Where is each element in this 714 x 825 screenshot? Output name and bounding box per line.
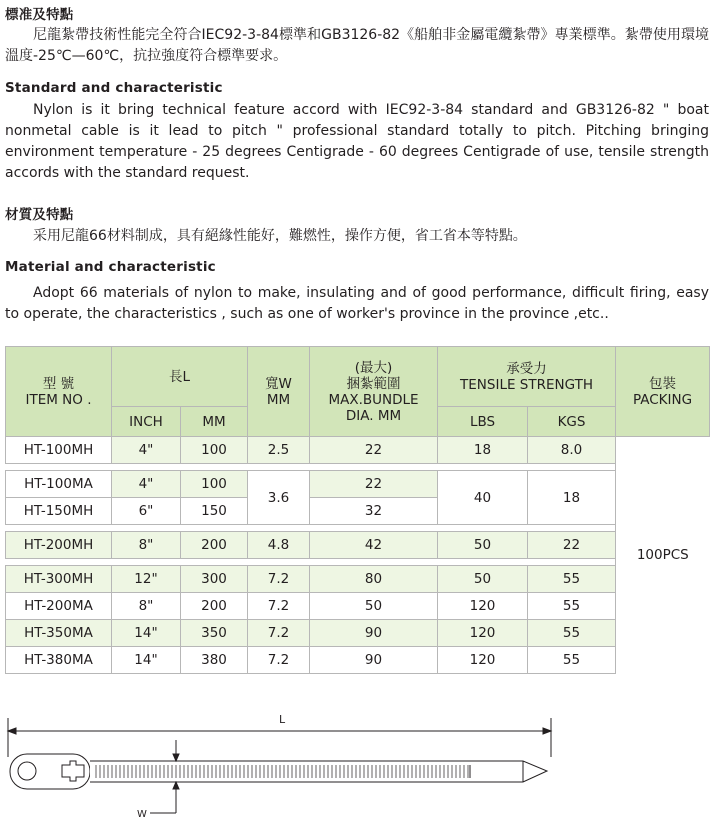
cell-kgs: 55 bbox=[528, 593, 616, 620]
header-inch: INCH bbox=[112, 407, 181, 437]
cell-lbs: 50 bbox=[438, 566, 528, 593]
cell-kgs: 18 bbox=[528, 471, 616, 525]
cell-lbs: 18 bbox=[438, 437, 528, 464]
table-row bbox=[6, 647, 710, 674]
cell-item: HT-100MH bbox=[6, 437, 112, 464]
cell-mm: 200 bbox=[181, 593, 248, 620]
spec-table bbox=[5, 346, 710, 674]
cable-tie-diagram bbox=[0, 705, 714, 825]
arrow-down-icon bbox=[173, 754, 179, 761]
arrow-left-icon bbox=[8, 728, 16, 734]
table-row bbox=[6, 620, 710, 647]
table-row bbox=[6, 593, 710, 620]
cell-kgs: 22 bbox=[528, 532, 616, 559]
heading-material-cn: 材質及特點 bbox=[5, 207, 74, 223]
table-row bbox=[6, 471, 710, 498]
header-tensile: 承受力 TENSILE STRENGTH bbox=[438, 347, 616, 407]
cell-bundle: 22 bbox=[310, 437, 438, 464]
cell-width: 7.2 bbox=[248, 593, 310, 620]
cell-item: HT-200MH bbox=[6, 532, 112, 559]
cell-lbs: 120 bbox=[438, 593, 528, 620]
table-row bbox=[6, 532, 710, 559]
cell-inch: 14" bbox=[112, 620, 181, 647]
cell-packing: 100PCS bbox=[616, 437, 710, 674]
cell-item: HT-350MA bbox=[6, 620, 112, 647]
arrow-right-icon bbox=[543, 728, 551, 734]
width-label: W bbox=[137, 809, 147, 820]
cell-lbs: 40 bbox=[438, 471, 528, 525]
header-length: 長L bbox=[112, 347, 248, 407]
para-material-en: Adopt 66 materials of nylon to make, insulating and of good performance, difficult firing, easy to operate, the characteristics , such as one of worker's province in the province ,etc.. bbox=[5, 285, 709, 322]
para-material-cn: 采用尼龍66材料制成，具有絕緣性能好，難燃性，操作方便，省工省本等特點。 bbox=[33, 228, 527, 244]
header-mm: MM bbox=[181, 407, 248, 437]
cell-inch: 8" bbox=[112, 532, 181, 559]
para-standard-cn: 尼龍紮帶技術性能完全符合IEC92-3-84標準和GB3126-82《船舶非金屬電纜紮帶》專業標準。紮帶使用環境溫度-25℃—60℃，抗拉強度符合標準要求。 bbox=[5, 27, 709, 64]
cell-mm: 200 bbox=[181, 532, 248, 559]
cell-inch: 4" bbox=[112, 471, 181, 498]
cell-bundle: 90 bbox=[310, 647, 438, 674]
header-lbs: LBS bbox=[438, 407, 528, 437]
cell-mm: 100 bbox=[181, 437, 248, 464]
cell-width: 4.8 bbox=[248, 532, 310, 559]
cell-inch: 14" bbox=[112, 647, 181, 674]
header-bundle: (最大) 捆紮範圍 MAX.BUNDLE DIA. MM bbox=[310, 347, 438, 437]
cell-bundle: 80 bbox=[310, 566, 438, 593]
cell-lbs: 120 bbox=[438, 647, 528, 674]
cell-bundle: 90 bbox=[310, 620, 438, 647]
cell-inch: 4" bbox=[112, 437, 181, 464]
header-item: 型 號 ITEM NO . bbox=[6, 347, 112, 437]
cell-item: HT-380MA bbox=[6, 647, 112, 674]
cell-bundle: 42 bbox=[310, 532, 438, 559]
cell-width: 7.2 bbox=[248, 647, 310, 674]
cell-item: HT-200MA bbox=[6, 593, 112, 620]
cell-kgs: 8.0 bbox=[528, 437, 616, 464]
heading-standard-en: Standard and characteristic bbox=[5, 80, 223, 96]
heading-material-en: Material and characteristic bbox=[5, 259, 216, 275]
cell-kgs: 55 bbox=[528, 620, 616, 647]
cell-mm: 150 bbox=[181, 498, 248, 525]
cell-mm: 100 bbox=[181, 471, 248, 498]
cell-inch: 12" bbox=[112, 566, 181, 593]
table-row bbox=[6, 566, 710, 593]
header-packing: 包裝 PACKING bbox=[616, 347, 710, 437]
cell-item: HT-100MA bbox=[6, 471, 112, 498]
cell-inch: 8" bbox=[112, 593, 181, 620]
cell-kgs: 55 bbox=[528, 566, 616, 593]
cell-lbs: 120 bbox=[438, 620, 528, 647]
length-label: L bbox=[279, 713, 286, 726]
header-width: 寬W MM bbox=[248, 347, 310, 437]
tie-head bbox=[10, 754, 90, 789]
cell-mm: 380 bbox=[181, 647, 248, 674]
cell-item: HT-150MH bbox=[6, 498, 112, 525]
cell-width: 2.5 bbox=[248, 437, 310, 464]
cell-bundle: 22 bbox=[310, 471, 438, 498]
cell-lbs: 50 bbox=[438, 532, 528, 559]
arrow-up-icon bbox=[173, 782, 179, 789]
cell-item: HT-300MH bbox=[6, 566, 112, 593]
header-kgs: KGS bbox=[528, 407, 616, 437]
cell-width: 7.2 bbox=[248, 566, 310, 593]
para-standard-en: Nylon is it bring technical feature accord with IEC92-3-84 standard and GB3126-82 " boat nonmetal cable is it lead to pitch " professional standard totally to pitch. Pitching bringing environment temperature - 25 degrees Centigrade - 60 degrees Centigrade of use, tensile strength accords with the standard request. bbox=[5, 102, 709, 181]
cell-bundle: 50 bbox=[310, 593, 438, 620]
cell-kgs: 55 bbox=[528, 647, 616, 674]
cell-inch: 6" bbox=[112, 498, 181, 525]
cell-mm: 300 bbox=[181, 566, 248, 593]
tie-strap bbox=[90, 761, 547, 782]
cell-width: 7.2 bbox=[248, 620, 310, 647]
table-row bbox=[6, 437, 710, 464]
heading-standard-cn: 標准及特點 bbox=[5, 7, 74, 23]
cell-mm: 350 bbox=[181, 620, 248, 647]
cell-width: 3.6 bbox=[248, 471, 310, 525]
cell-bundle: 32 bbox=[310, 498, 438, 525]
